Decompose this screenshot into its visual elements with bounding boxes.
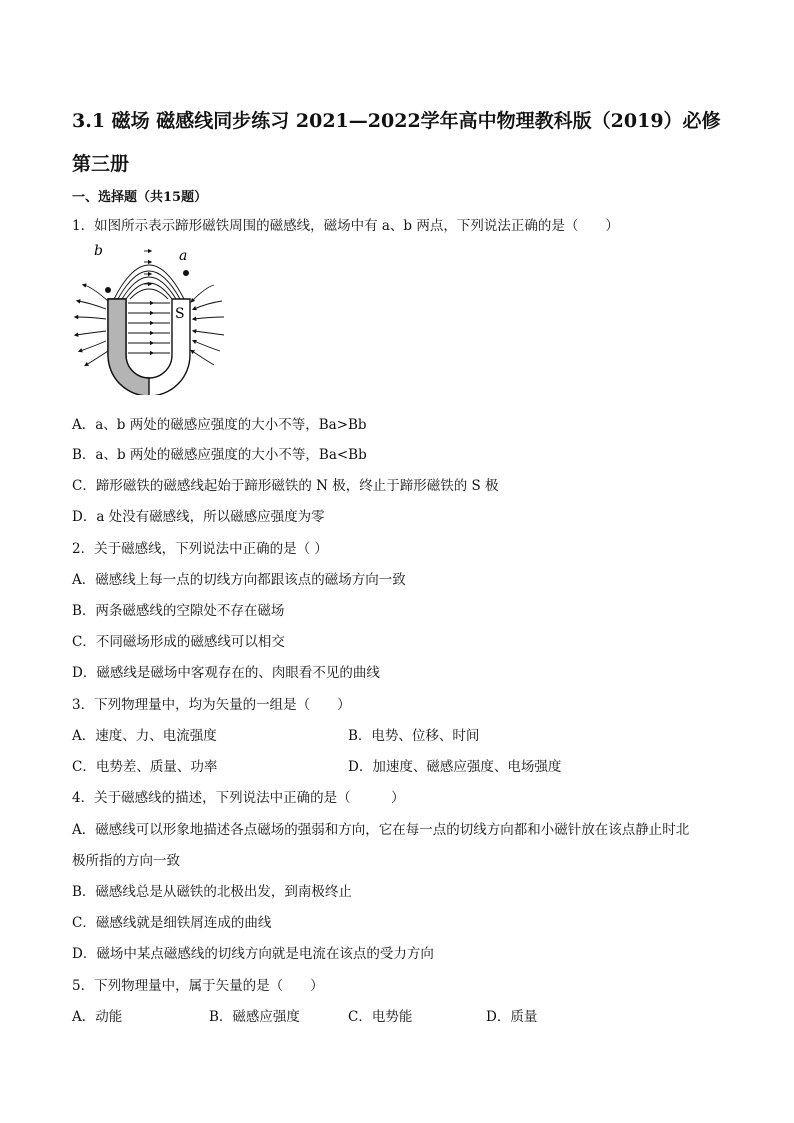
q4-option-a-line2: 极所指的方向一致 xyxy=(72,853,180,869)
right-outer-field-lines xyxy=(192,285,224,365)
q3-option-b: B．电势、位移、时间 xyxy=(348,728,480,744)
q3-option-d: D．加速度、磁感应强度、电场强度 xyxy=(348,759,562,775)
question-5-stem: 5．下列物理量中，属于矢量的是（ ） xyxy=(72,978,324,994)
question-2-stem: 2．关于磁感线，下列说法中正确的是（ ） xyxy=(72,541,328,557)
arched-field-lines xyxy=(114,251,184,299)
point-a-label: a xyxy=(179,248,188,264)
question-3-stem: 3．下列物理量中，均为矢量的一组是（ ） xyxy=(72,697,351,713)
horseshoe-magnet-figure xyxy=(74,243,226,395)
q1-option-b: B．a、b 两处的磁感应强度的大小不等，Ba<Bb xyxy=(72,447,367,463)
q5-option-c: C．电势能 xyxy=(348,1009,413,1025)
question-4-stem: 4．关于磁感线的描述，下列说法中正确的是（ ） xyxy=(72,790,405,806)
q2-option-c: C．不同磁场形成的磁感线可以相交 xyxy=(72,634,285,650)
left-outer-field-lines xyxy=(76,285,108,365)
inner-field-lines xyxy=(128,303,170,353)
q5-option-d: D．质量 xyxy=(486,1009,538,1025)
q1-option-d: D．a 处没有磁感线，所以磁感应强度为零 xyxy=(72,509,325,525)
question-1-stem: 1．如图所示表示蹄形磁铁周围的磁感线，磁场中有 a、b 两点，下列说法正确的是（ ） xyxy=(72,218,619,234)
q2-option-d: D．磁感线是磁场中客观存在的、肉眼看不见的曲线 xyxy=(72,665,380,681)
q5-option-b: B．磁感应强度 xyxy=(209,1009,300,1025)
q1-option-c: C．蹄形磁铁的磁感线起始于蹄形磁铁的 N 极，终止于蹄形磁铁的 S 极 xyxy=(72,478,499,494)
q3-option-a: A．速度、力、电流强度 xyxy=(72,728,217,744)
q4-option-b: B．磁感线总是从磁铁的北极出发，到南极终止 xyxy=(72,884,352,900)
q3-option-c: C．电势差、质量、功率 xyxy=(72,759,218,775)
point-markers xyxy=(94,243,189,293)
s-pole-label: S xyxy=(175,306,185,322)
q5-option-a: A．动能 xyxy=(72,1009,123,1025)
q2-option-b: B．两条磁感线的空隙处不存在磁场 xyxy=(72,603,285,619)
q1-option-a: A．a、b 两处的磁感应强度的大小不等，Ba>Bb xyxy=(72,417,367,433)
q4-option-a-line1: A．磁感线可以形象地描述各点磁场的强弱和方向，它在每一点的切线方向都和小磁针放在该点静止时北 xyxy=(72,822,690,838)
section-heading: 一、选择题（共15题） xyxy=(72,190,208,205)
q4-option-d: D．磁场中某点磁感线的切线方向就是电流在该点的受力方向 xyxy=(72,946,434,962)
point-b-label: b xyxy=(94,243,103,259)
document-title: 3.1 磁场 磁感线同步练习 2021—2022学年高中物理教科版（2019）必修第三册 xyxy=(72,110,721,175)
q2-option-a: A．磁感线上每一点的切线方向都跟该点的磁场方向一致 xyxy=(72,572,406,588)
q4-option-c: C．磁感线就是细铁屑连成的曲线 xyxy=(72,915,272,931)
